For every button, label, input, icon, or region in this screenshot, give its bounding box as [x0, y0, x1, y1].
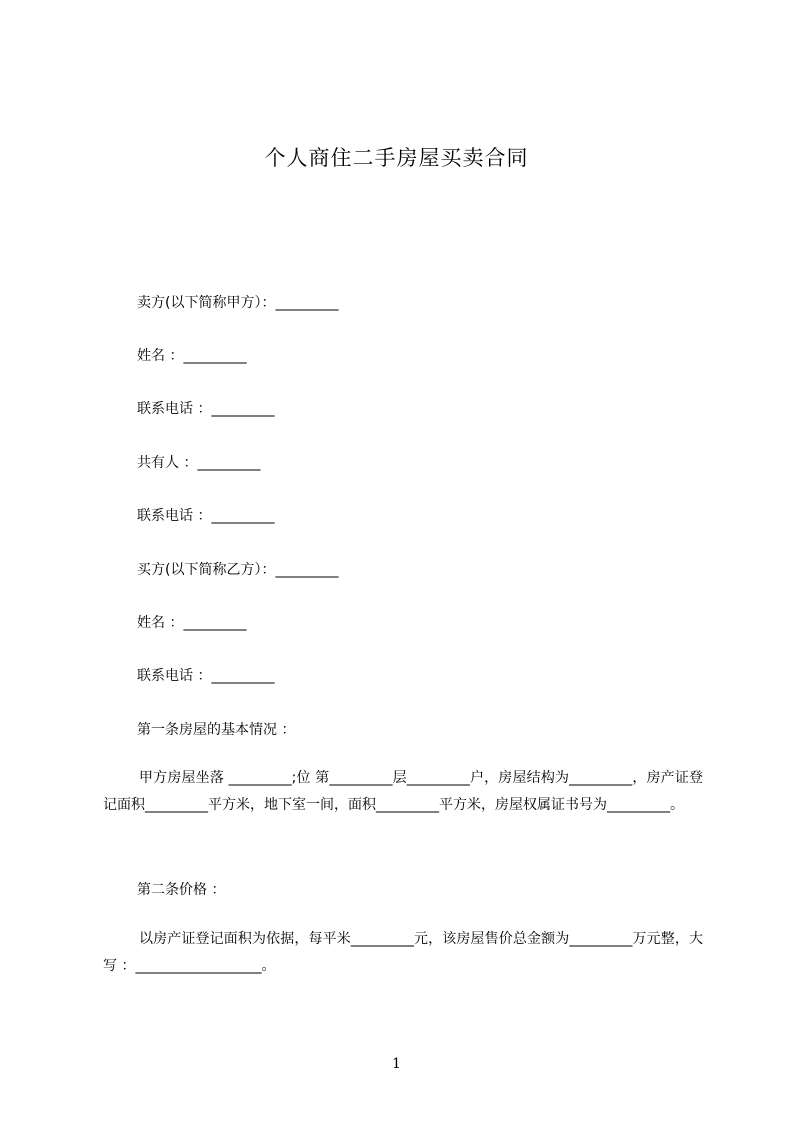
document-title: 个人商住二手房屋买卖合同	[264, 146, 529, 170]
seller-name-line: 姓名 ：_________	[137, 348, 247, 364]
article-1-heading: 第一条房屋的基本情况 ：	[137, 722, 296, 738]
page-number: 1	[392, 1056, 401, 1072]
article-2-heading: 第二条价格 ：	[137, 882, 226, 898]
seller-label: 卖方(以下简称甲方）：_________	[137, 295, 339, 311]
article-2-body: 以房产证登记面积为依据，每平米_________元，该房屋售价总金额为_________万元整，大写 ：__________________。	[103, 931, 703, 974]
co-owner-phone-line: 联系电话 ：_________	[137, 508, 275, 524]
buyer-phone-line: 联系电话 ：_________	[137, 668, 275, 684]
seller-phone-line: 联系电话 ：_________	[137, 401, 275, 417]
buyer-label: 买方(以下简称乙方）：_________	[137, 562, 339, 578]
article-1-body: 甲方房屋坐落 _________;位 第_________层_________户，房屋结构为_________，房产证登记面积_________平方米，地下室一间，面积_________平方米，房屋权属证书号为_________。	[103, 770, 703, 813]
buyer-name-line: 姓名 ：_________	[137, 615, 247, 631]
co-owner-line: 共有人 ：_________	[137, 455, 261, 471]
